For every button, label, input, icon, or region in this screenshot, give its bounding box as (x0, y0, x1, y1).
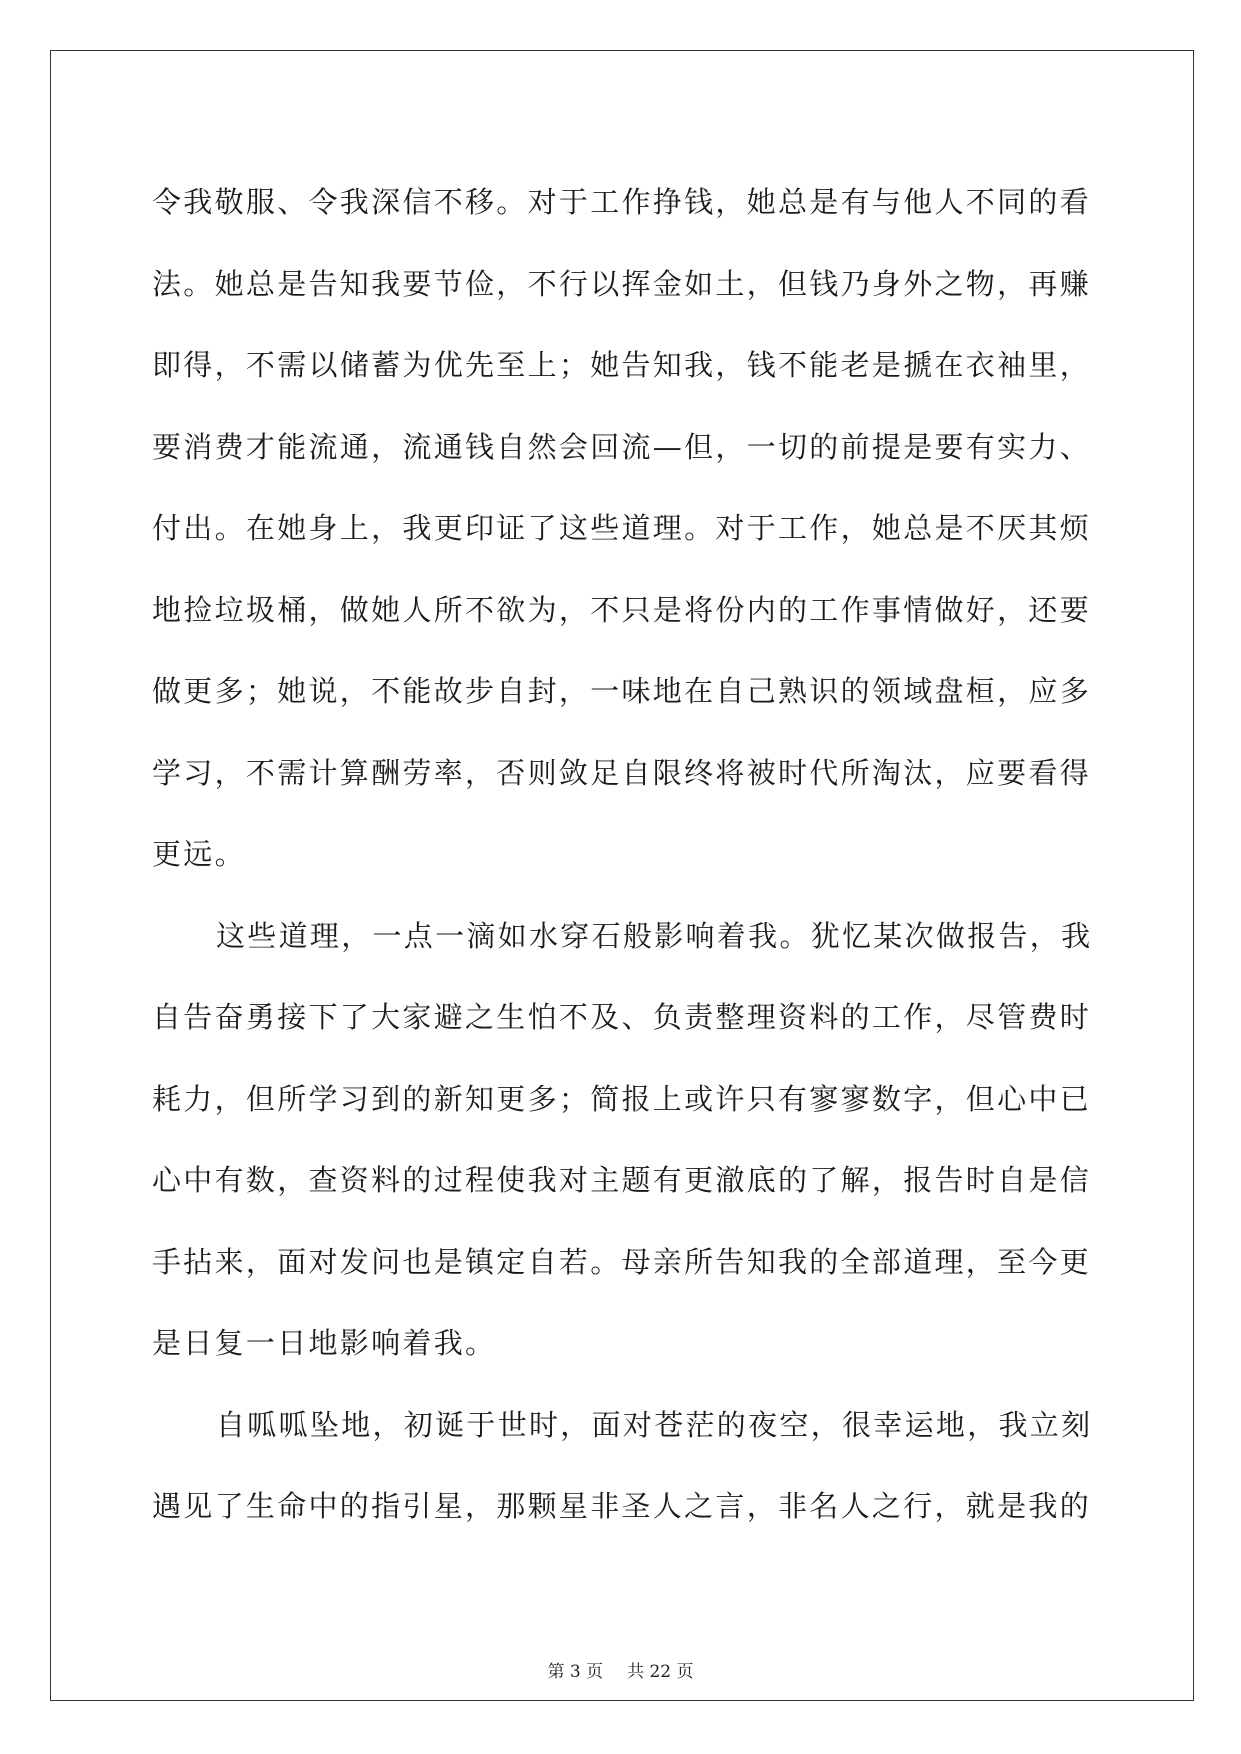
text-line: 即得，不需以储蓄为优先至上；她告知我，钱不能老是搋在衣袖里， (152, 348, 1092, 382)
text-line: 自呱呱坠地，初诞于世时，面对苍茫的夜空，很幸运地，我立刻 (216, 1407, 1093, 1442)
paragraph-1 (152, 162, 1092, 896)
text-line: 是日复一日地影响着我。 (152, 1326, 497, 1360)
page-footer (0, 1657, 1241, 1682)
text-line: 手拈来，面对发问也是镇定自若。母亲所告知我的全部道理，至今更 (152, 1244, 1092, 1279)
text-line: 法。她总是告知我要节俭，不行以挥金如土，但钱乃身外之物，再赚 (152, 266, 1092, 301)
paragraph-3 (152, 1385, 1092, 1548)
text-line: 令我敬服、令我深信不移。对于工作挣钱，她总是有与他人不同的看 (152, 185, 1092, 219)
text-line: 耗力，但所学习到的新知更多；简报上或许只有寥寥数字，但心中已 (152, 1081, 1092, 1116)
text-line: 心中有数，查资料的过程使我对主题有更澈底的了解，报告时自是信 (152, 1163, 1092, 1197)
page-number: 第 3 页 (547, 1662, 604, 1682)
text-line: 这些道理，一点一滴如水穿石般影响着我。犹忆某次做报告，我 (216, 918, 1093, 953)
page-total: 共 22 页 (627, 1662, 694, 1682)
text-line: 学习，不需计算酬劳率，否则敛足自限终将被时代所淘汰，应要看得 (152, 755, 1092, 790)
text-line: 地捡垃圾桶，做她人所不欲为，不只是将份内的工作事情做好，还要 (152, 592, 1092, 627)
text-line: 要消费才能流通，流通钱自然会回流—但，一切的前提是要有实力、 (152, 429, 1092, 464)
text-line: 付出。在她身上，我更印证了这些道理。对于工作，她总是不厌其烦 (152, 511, 1092, 545)
document-body (152, 162, 1092, 1548)
text-line: 自告奋勇接下了大家避之生怕不及、负责整理资料的工作，尽管费时 (152, 1000, 1092, 1034)
text-line: 更远。 (152, 837, 246, 871)
text-line: 做更多；她说，不能故步自封，一味地在自己熟识的领域盘桓，应多 (152, 674, 1092, 708)
paragraph-2 (152, 896, 1092, 1385)
text-line: 遇见了生命中的指引星，那颗星非圣人之言，非名人之行，就是我的 (152, 1489, 1092, 1523)
